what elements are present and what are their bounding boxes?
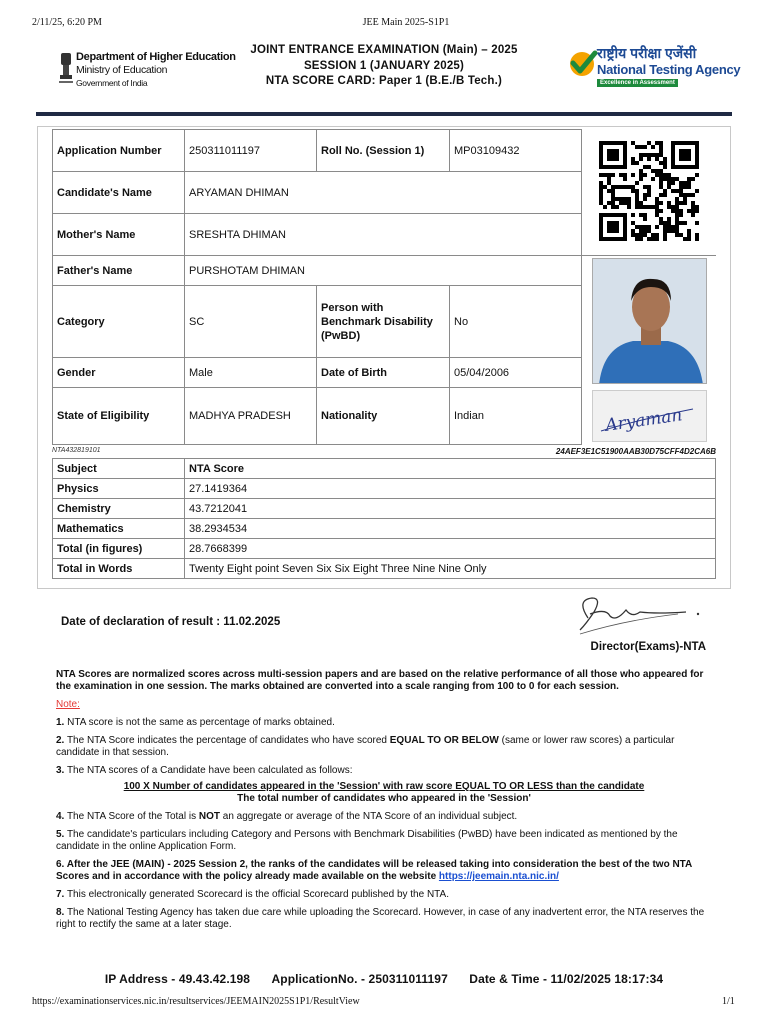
note-8-num: 8. <box>56 907 65 918</box>
qr-code <box>596 141 702 241</box>
nationality-label: Nationality <box>317 388 450 445</box>
dob-value: 05/04/2006 <box>450 358 582 388</box>
exam-title: JOINT ENTRANCE EXAMINATION (Main) – 2025 <box>250 44 518 56</box>
pwbd-label: Person with Benchmark Disability (PwBD) <box>317 286 450 358</box>
note-8 <box>56 907 712 931</box>
score-cell: Twenty Eight point Seven Six Six Eight Three Nine Nine Only <box>185 559 716 579</box>
nta-logo-icon <box>568 47 598 79</box>
verification-hash: 24AEF3E1C51900AAB30D75CFF4D2CA6B <box>555 447 716 456</box>
scorecard-title: NTA SCORE CARD: Paper 1 (B.E./B Tech.) <box>265 75 503 87</box>
nationality-value: Indian <box>450 388 582 445</box>
score-row <box>53 539 716 559</box>
category-label: Category <box>53 286 185 358</box>
note-2-num: 2. <box>56 735 65 746</box>
note-4 <box>56 811 712 823</box>
candidate-name-value: ARYAMAN DHIMAN <box>185 172 582 214</box>
note-1-text: NTA score is not the same as percentage of marks obtained. <box>67 717 335 728</box>
nta-id: NTA432819101 <box>52 447 101 454</box>
score-cell: 38.2934534 <box>185 519 716 539</box>
application-number-label: Application Number <box>53 130 185 172</box>
print-datetime: 2/11/25, 6:20 PM <box>32 17 102 28</box>
nta-tagline: Excellence in Assessment <box>597 79 678 87</box>
note-6-text: After the JEE (MAIN) - 2025 Session 2, the ranks of the candidates will be released taking into consideration the best of the two NTA Scores and in accordance with the policy already made available on the website <box>56 859 692 882</box>
note-4-num: 4. <box>56 811 65 822</box>
government-name: Government of India <box>76 78 148 88</box>
note-2-emph: EQUAL TO OR BELOW <box>389 735 499 746</box>
exam-title-block <box>200 43 568 90</box>
footer-application-no: ApplicationNo. - 250311011197 <box>271 972 448 986</box>
score-row <box>53 559 716 579</box>
score-header: NTA Score <box>185 459 716 479</box>
candidate-signature <box>592 390 707 442</box>
application-number-value: 250311011197 <box>185 130 317 172</box>
score-table <box>52 458 716 579</box>
subject-cell: Mathematics <box>53 519 185 539</box>
note-7-text: This electronically generated Scorecard is the official Scorecard published by the NTA. <box>66 889 449 900</box>
candidate-photo <box>592 258 707 384</box>
score-cell: 43.7212041 <box>185 499 716 519</box>
father-name-label: Father's Name <box>53 256 185 286</box>
candidate-name-label: Candidate's Name <box>53 172 185 214</box>
note-5 <box>56 829 712 853</box>
declaration-date: Date of declaration of result : 11.02.2025 <box>61 616 281 628</box>
formula-numerator: 100 X Number of candidates appeared in the 'Session' with raw score EQUAL TO OR LESS than the candidate <box>123 781 645 792</box>
mother-name-value: SRESHTA DHIMAN <box>185 214 582 256</box>
signature-scribble-icon <box>593 391 708 443</box>
subject-cell: Physics <box>53 479 185 499</box>
mother-name-label: Mother's Name <box>53 214 185 256</box>
note-7 <box>56 889 712 901</box>
notes-section <box>56 669 712 937</box>
jeemain-website-link[interactable]: https://jeemain.nta.nic.in/ <box>438 871 559 882</box>
footer-datetime: Date & Time - 11/02/2025 18:17:34 <box>469 972 664 986</box>
note-2-text-a: The NTA Score indicates the percentage of candidates who have scored <box>66 735 387 746</box>
formula-denominator: The total number of candidates who appeared in the 'Session' <box>237 793 531 804</box>
subject-cell: Total (in figures) <box>53 539 185 559</box>
print-page-title: JEE Main 2025-S1P1 <box>362 17 450 28</box>
note-4-text-a: The NTA Score of the Total is <box>66 811 197 822</box>
ministry-name: Ministry of Education <box>76 64 168 76</box>
roll-no-label: Roll No. (Session 1) <box>317 130 450 172</box>
subject-cell: Total in Words <box>53 559 185 579</box>
note-4-emph: NOT <box>198 811 220 822</box>
ashoka-emblem-icon <box>58 51 74 87</box>
header-divider <box>36 112 732 116</box>
note-6 <box>56 859 712 883</box>
director-label: Director(Exams)-NTA <box>590 641 706 653</box>
access-info-line <box>56 972 712 986</box>
note-2 <box>56 735 712 759</box>
director-signature-icon <box>566 590 706 640</box>
score-formula <box>56 781 712 805</box>
score-cell: 28.7668399 <box>185 539 716 559</box>
gender-label: Gender <box>53 358 185 388</box>
score-row <box>53 519 716 539</box>
note-5-text: The candidate's particulars including Category and Persons with Benchmark Disabilities (PwBD) have been indicated as mentioned by the candidate in the online Application Form. <box>56 829 678 852</box>
person-photo-icon <box>593 259 707 384</box>
note-4-text-c: an aggregate or average of the NTA Score of an individual subject. <box>222 811 518 822</box>
pwbd-value: No <box>450 286 582 358</box>
father-name-value: PURSHOTAM DHIMAN <box>185 256 582 286</box>
note-1 <box>56 717 712 729</box>
note-8-text: The National Testing Agency has taken due care while uploading the Scorecard. However, in case of any inadvertent error, the NTA reserves the right to rectify the same at a later stage. <box>56 907 705 930</box>
note-3-text: The NTA scores of a Candidate have been calculated as follows: <box>66 765 353 776</box>
state-label: State of Eligibility <box>53 388 185 445</box>
notes-intro: NTA Scores are normalized scores across multi-session papers and are based on the relative performance of all those who appeared for the examination in one session. The marks obtained are converted into a scale ranging from 100 to 0 for each session. <box>56 669 704 692</box>
nta-hindi-name: राष्ट्रीय परीक्षा एजेंसी <box>597 45 697 61</box>
gender-value: Male <box>185 358 317 388</box>
nta-english-name: National Testing Agency <box>597 62 741 77</box>
ip-address: IP Address - 49.43.42.198 <box>104 972 251 986</box>
roll-no-value: MP03109432 <box>450 130 582 172</box>
subject-cell: Chemistry <box>53 499 185 519</box>
note-heading: Note: <box>56 699 80 710</box>
score-row <box>53 479 716 499</box>
note-2-text-c: (same or lower raw scores) a particular candidate in that session. <box>56 735 675 758</box>
note-7-num: 7. <box>56 889 65 900</box>
session-title: SESSION 1 (JANUARY 2025) <box>303 59 465 72</box>
dob-label: Date of Birth <box>317 358 450 388</box>
score-row <box>53 499 716 519</box>
score-cell: 27.1419364 <box>185 479 716 499</box>
note-3 <box>56 765 712 777</box>
note-6-num: 6. <box>56 859 65 870</box>
state-value: MADHYA PRADESH <box>185 388 317 445</box>
category-value: SC <box>185 286 317 358</box>
print-url: https://examinationservices.nic.in/resultservices/JEEMAIN2025S1P1/ResultView <box>32 996 360 1007</box>
signature-text: Aryaman <box>604 405 684 436</box>
subject-header: Subject <box>53 459 185 479</box>
note-5-num: 5. <box>56 829 65 840</box>
note-3-num: 3. <box>56 765 65 776</box>
note-1-num: 1. <box>56 717 65 728</box>
print-page-number: 1/1 <box>722 996 735 1007</box>
dept-name: Department of Higher Education <box>76 51 236 63</box>
